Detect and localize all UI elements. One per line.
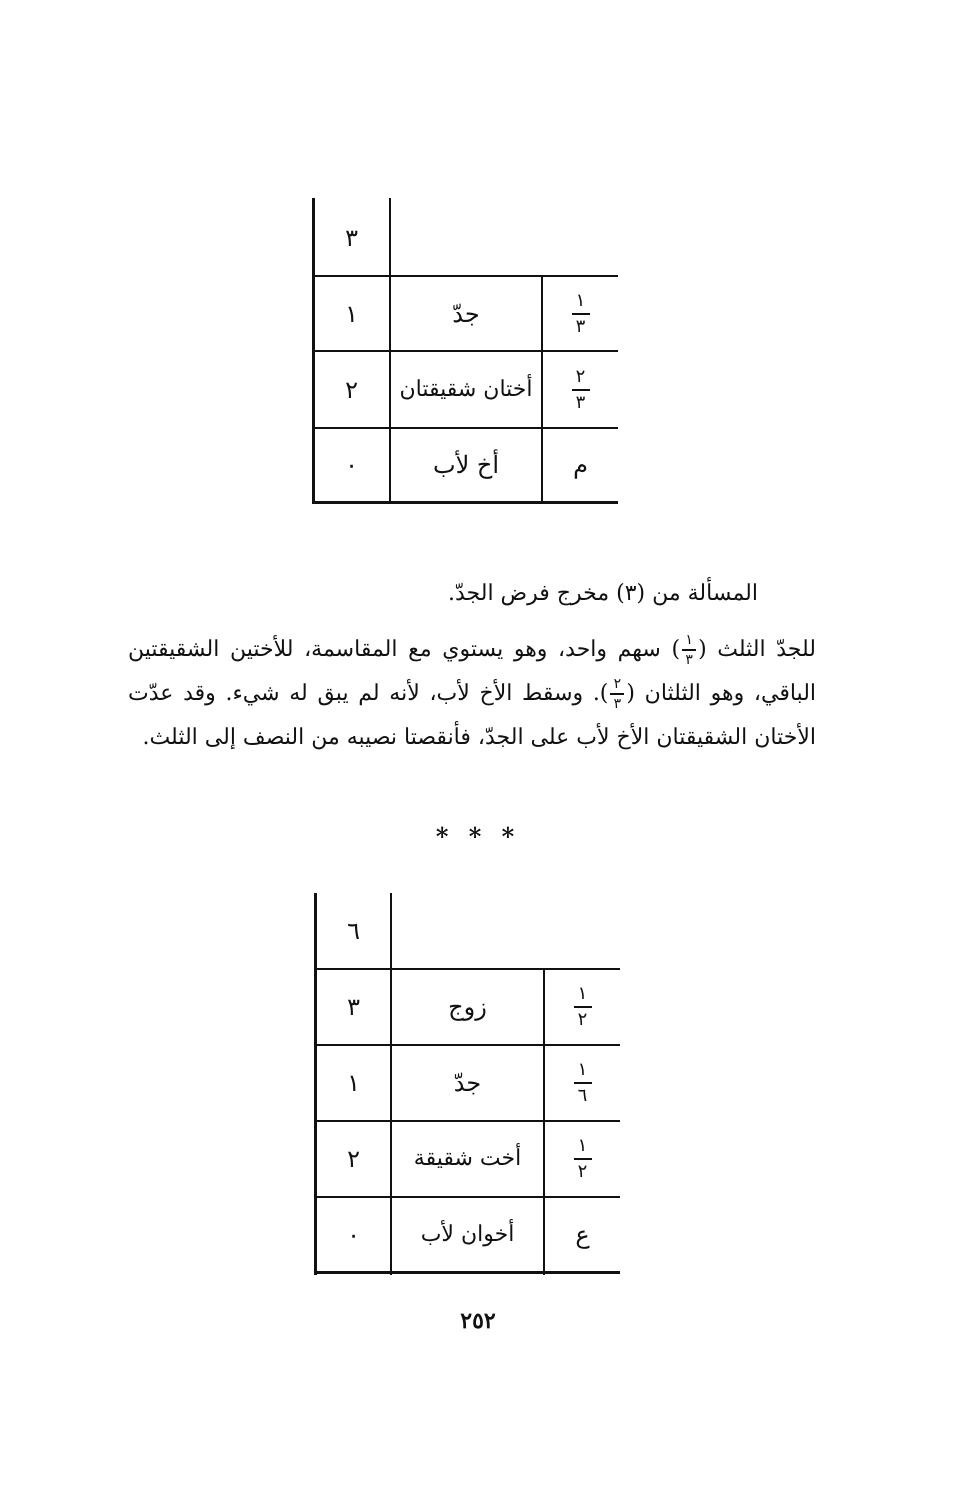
paragraph-explanation — [128, 628, 816, 760]
table1-row1-share: ١ — [345, 299, 358, 328]
table1-row2-share: ٢ — [345, 375, 358, 404]
fraction-numerator: ٢ — [575, 365, 586, 387]
fraction-denominator: ٣ — [613, 695, 622, 712]
page-number: ٢٥٢ — [460, 1308, 496, 1334]
fraction-denominator: ٢ — [577, 1161, 588, 1182]
explanation-part2: ) سهم واحد، وهو يستوي مع المقاسمة، للأختين الشقيقتين الباقي، وهو الثلثان ( — [128, 637, 817, 706]
inline-fraction-third — [682, 633, 696, 667]
table1-total: ٣ — [345, 223, 358, 252]
table2-row2-share: ١ — [347, 1069, 360, 1097]
explanation-part3: ). وسقط الأخ لأب، لأنه لم يبق له شيء. وقد عدّت الأختان الشقيقتان الأخ لأب على الجدّ، فأنقصتا نصيبه من النصف إلى الثلث. — [128, 681, 816, 750]
fraction-numerator: ١ — [575, 289, 586, 311]
fraction-numerator: ٢ — [613, 676, 622, 693]
section-separator: * * * — [435, 822, 521, 851]
table2-row4-share: ٠ — [347, 1220, 360, 1249]
table1-row3-heir: أخ لأب — [432, 451, 500, 479]
fraction-denominator: ٦ — [577, 1085, 588, 1106]
table2-row2-heir: جدّ — [453, 1069, 482, 1097]
fraction-numerator: ١ — [577, 1059, 588, 1080]
fraction-bar — [574, 1006, 592, 1008]
fraction-bar — [574, 1158, 592, 1160]
table1-row2-heir: أختان شقيقتان — [399, 376, 533, 402]
fraction-bar — [682, 649, 696, 651]
table1-row3-mark: م — [573, 451, 588, 479]
table2-row1-share: ٣ — [347, 993, 360, 1021]
table2-bottom-border — [315, 1271, 620, 1274]
table2-row4-heir: أخوان لأب — [420, 1221, 515, 1247]
fraction-bar — [572, 313, 590, 315]
fraction-denominator: ٣ — [575, 315, 586, 337]
table1-bottom-border — [313, 501, 618, 504]
fraction-denominator: ٣ — [575, 391, 586, 413]
table1-row3-share: ٠ — [345, 451, 358, 479]
explanation-part1: للجدّ الثلث ( — [698, 637, 816, 662]
fraction-numerator: ١ — [685, 632, 693, 649]
fraction-denominator: ٢ — [577, 1009, 588, 1030]
table2-row1-fraction — [545, 970, 620, 1044]
table2-row2-fraction — [545, 1046, 620, 1120]
table1-row1-fraction — [543, 277, 618, 350]
table2-total: ٦ — [347, 916, 360, 945]
inline-fraction-two-thirds — [610, 677, 624, 711]
fraction-numerator: ١ — [577, 1135, 588, 1156]
fraction-bar — [572, 389, 590, 391]
fraction-denominator: ٣ — [685, 651, 693, 668]
table2-row4-mark: ع — [575, 1220, 590, 1249]
table2-row3-share: ٢ — [347, 1145, 360, 1173]
table1-row2-fraction — [543, 352, 618, 427]
table2-row3-fraction — [545, 1122, 620, 1196]
fraction-bar — [610, 693, 624, 695]
fraction-numerator: ١ — [577, 983, 588, 1004]
table2-row3-heir: أخت شقيقة — [413, 1146, 522, 1171]
table1-row1-heir: جدّ — [452, 299, 480, 328]
table2-row1-heir: زوج — [448, 993, 487, 1021]
fraction-bar — [574, 1082, 592, 1084]
paragraph-problem-base: المسألة من (٣) مخرج فرض الجدّ. — [448, 581, 758, 606]
